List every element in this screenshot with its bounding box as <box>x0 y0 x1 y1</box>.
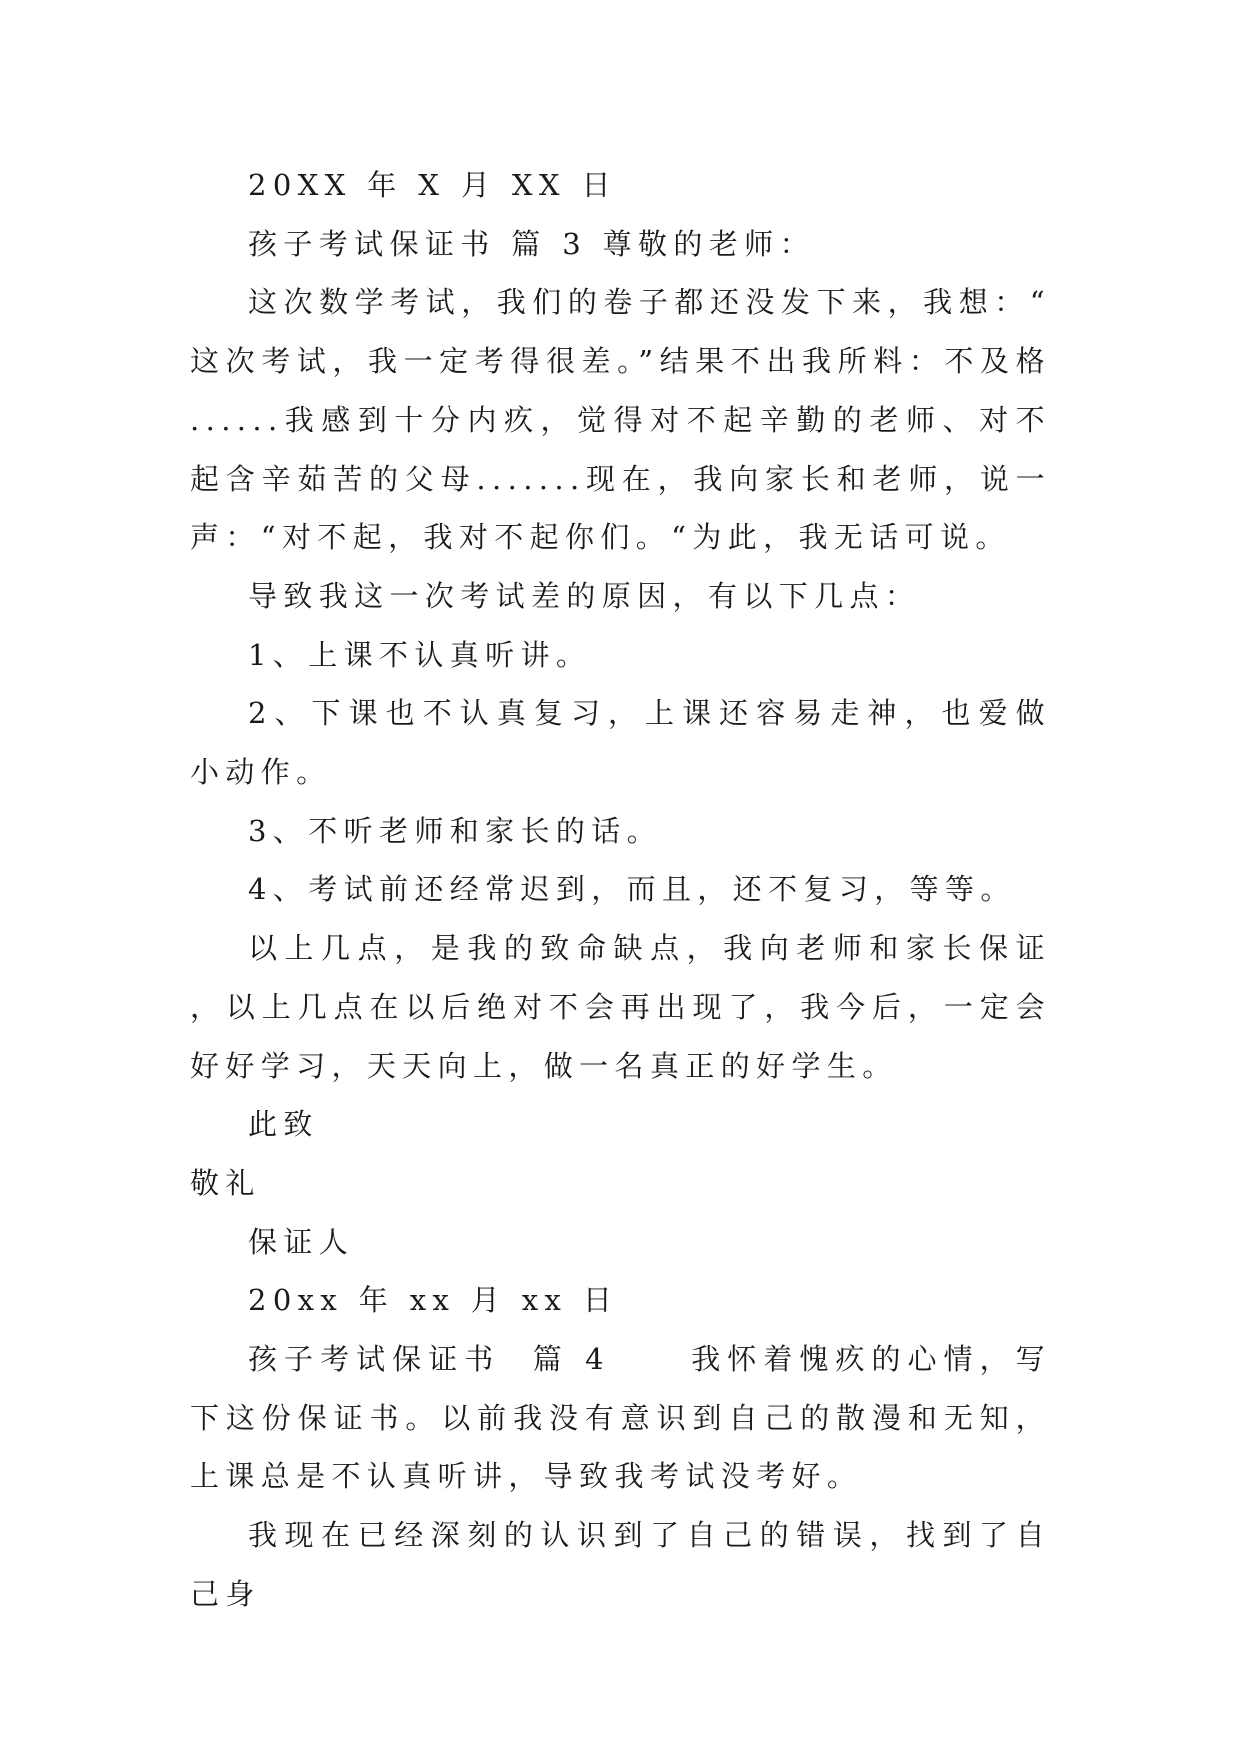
section-heading-3: 孩子考试保证书 篇 3 尊敬的老师： <box>248 226 815 261</box>
body-paragraph: 这次数学考试，我们的卷子都还没发下来，我想：“这次考试，我一定考得很差。”结果不出我所料：不及格......我感到十分内疚，觉得对不起辛勤的老师、对不起含辛茹苦的父母.......现在，我向家长和老师，说一声：“对不起，我对不起你们。“为此，我无话可说。 <box>190 285 1051 555</box>
document-body <box>190 156 1051 1624</box>
salutation-line: 敬礼 <box>190 1165 261 1200</box>
section-heading-4: 孩子考试保证书 篇 4 我怀着愧疚的心情，写下这份保证书。以前我没有意识到自己的散漫和无知，上课总是不认真听讲，导致我考试没考好。 <box>190 1342 1051 1494</box>
signatory-line: 保证人 <box>248 1224 355 1259</box>
closing-line: 此致 <box>248 1107 319 1142</box>
body-paragraph: 导致我这一次考试差的原因，有以下几点： <box>248 578 921 613</box>
body-paragraph: 以上几点，是我的致命缺点，我向老师和家长保证，以上几点在以后绝对不会再出现了，我今后，一定会好好学习，天天向上，做一名真正的好学生。 <box>190 931 1051 1083</box>
body-paragraph: 我现在已经深刻的认识到了自己的错误，找到了自己身 <box>190 1518 1051 1611</box>
list-item: 1、上课不认真听讲。 <box>248 637 592 672</box>
list-item: 4、考试前还经常迟到，而且，还不复习，等等。 <box>248 872 1016 907</box>
date-line: 20xx 年 xx 月 xx 日 <box>248 1283 619 1318</box>
list-item: 2、下课也不认真复习，上课还容易走神，也爱做小动作。 <box>190 696 1051 790</box>
date-line: 20XX 年 X 月 XX 日 <box>248 168 617 202</box>
list-item: 3、不听老师和家长的话。 <box>248 813 663 848</box>
